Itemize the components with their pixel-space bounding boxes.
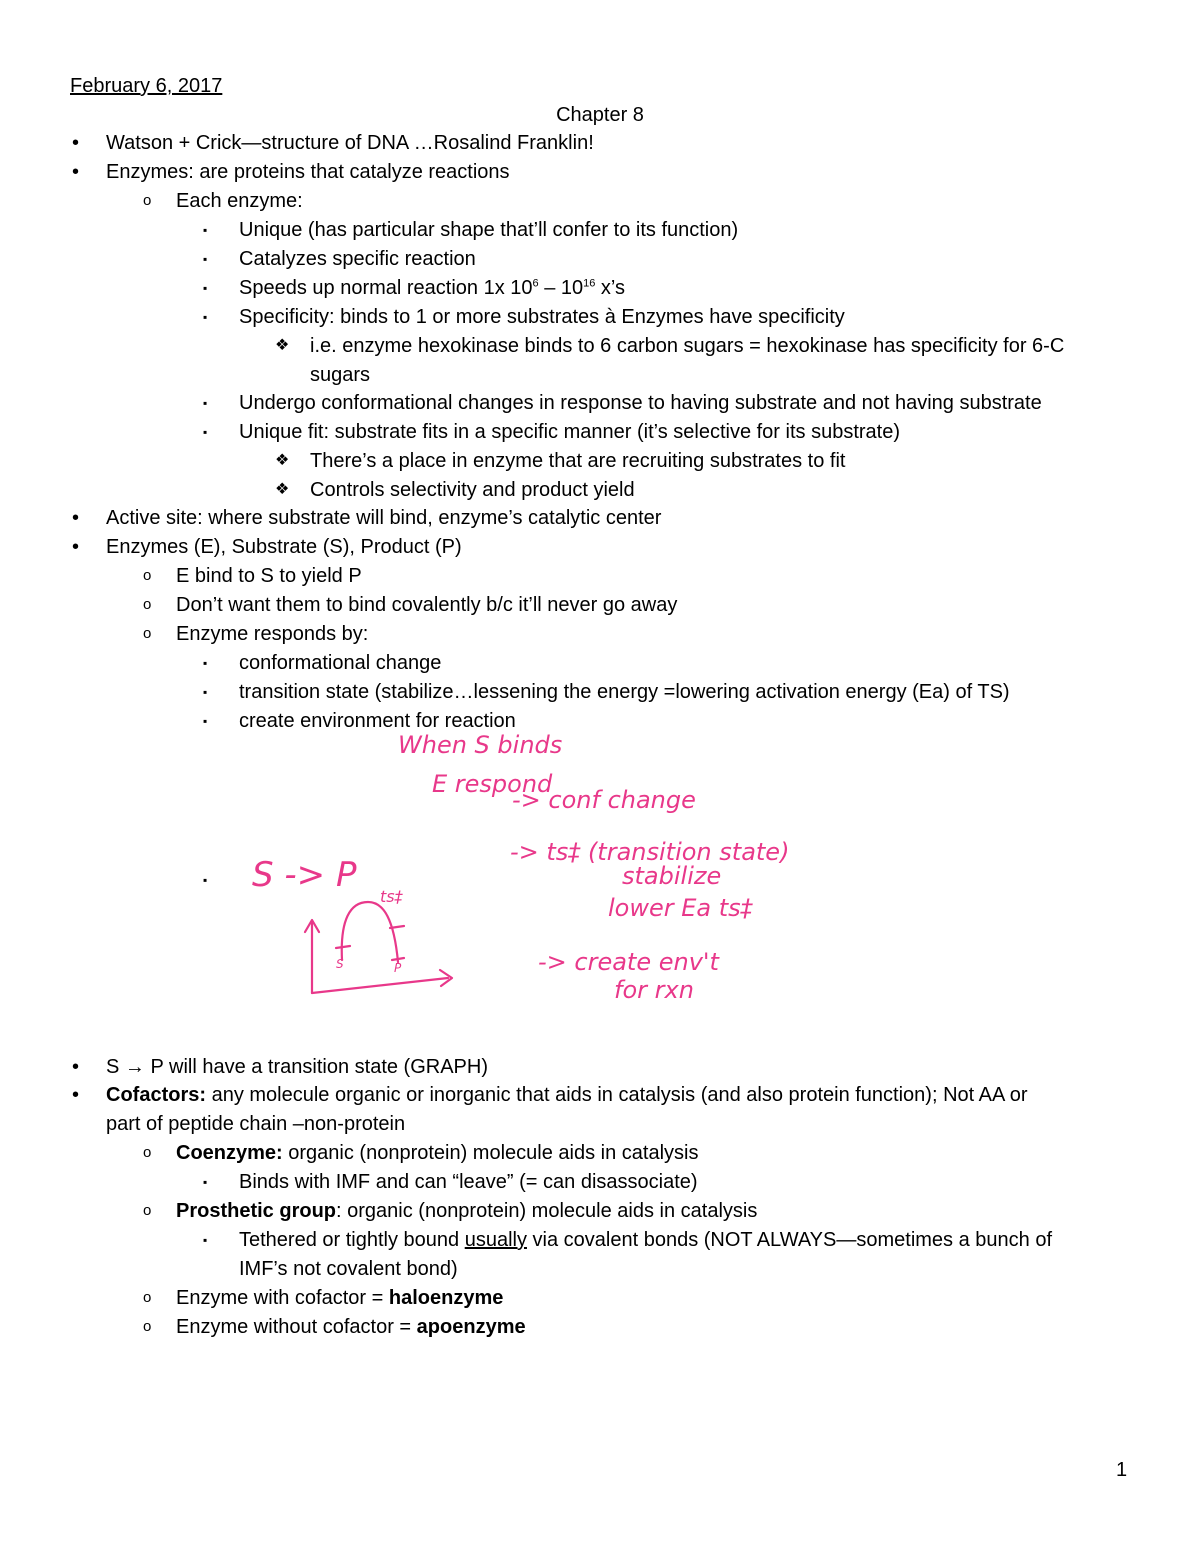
note-line: Prosthetic group: organic (nonprotein) molecule aids in catalysis: [176, 1200, 758, 1222]
hw-text: for rxn: [614, 976, 694, 1004]
bullet-square: ▪: [203, 1233, 208, 1247]
bullet-disc: •: [72, 161, 80, 183]
note-line: conformational change: [239, 652, 442, 674]
note-line: sugars: [310, 364, 371, 386]
bullet-square: ▪: [203, 281, 208, 295]
chapter-title: Chapter 8: [556, 104, 644, 126]
hw-text: S: [336, 957, 344, 971]
bullet-disc: •: [72, 1084, 80, 1106]
bullet-square: ▪: [203, 685, 208, 699]
note-line: Coenzyme: organic (nonprotein) molecule aids in catalysis: [176, 1142, 699, 1164]
note-line: Watson + Crick—structure of DNA …Rosalind Franklin!: [106, 132, 594, 154]
note-line: Specificity: binds to 1 or more substrates à Enzymes have specificity: [239, 306, 845, 328]
note-line: Each enzyme:: [176, 190, 303, 212]
note-line: Controls selectivity and product yield: [310, 479, 635, 501]
hw-text: -> create env't: [538, 948, 719, 976]
note-line: Cofactors: any molecule organic or inorganic that aids in catalysis (and also protein function); Not AA or: [106, 1084, 1028, 1106]
bullet-square: ▪: [203, 873, 208, 887]
note-line: Unique (has particular shape that’ll confer to its function): [239, 219, 739, 241]
bullet-circle: o: [143, 192, 152, 209]
bullet-square: ▪: [203, 425, 208, 439]
bullet-diamond: ❖: [275, 452, 290, 469]
bullet-diamond: ❖: [275, 481, 290, 498]
hw-text: E respond: [432, 770, 553, 798]
bullet-circle: o: [143, 567, 152, 584]
graph-tick-p: [392, 958, 404, 960]
note-line: S → P will have a transition state (GRAPH): [106, 1056, 489, 1078]
bullet-circle: o: [143, 596, 152, 613]
note-line: Enzyme without cofactor = apoenzyme: [176, 1316, 526, 1338]
bullet-circle: o: [143, 1318, 152, 1335]
note-line: IMF’s not covalent bond): [239, 1258, 458, 1280]
page-number: 1: [1116, 1459, 1128, 1481]
graph-curve: [342, 902, 398, 962]
note-line: E bind to S to yield P: [176, 565, 362, 587]
note-line: Catalyzes specific reaction: [239, 248, 476, 270]
bullet-disc: •: [72, 132, 80, 154]
note-line: Tethered or tightly bound usually via covalent bonds (NOT ALWAYS—sometimes a bunch of: [239, 1229, 1053, 1251]
bullet-square: ▪: [203, 1175, 208, 1189]
bullet-square: ▪: [203, 714, 208, 728]
bullet-square: ▪: [203, 310, 208, 324]
date-heading: February 6, 2017: [70, 75, 223, 97]
note-line: Enzymes (E), Substrate (S), Product (P): [106, 536, 462, 558]
bullet-circle: o: [143, 1202, 152, 1219]
note-line: part of peptide chain –non-protein: [106, 1113, 406, 1135]
note-line: Enzymes: are proteins that catalyze reactions: [106, 161, 510, 183]
hw-text: -> ts‡ (transition state): [510, 838, 790, 866]
note-line: Binds with IMF and can “leave” (= can disassociate): [239, 1171, 698, 1193]
bullet-disc: •: [72, 507, 80, 529]
bullet-disc: •: [72, 1056, 80, 1078]
note-line: Unique fit: substrate fits in a specific manner (it’s selective for its substrate): [239, 421, 901, 443]
bullet-square: ▪: [203, 656, 208, 670]
graph-x-axis: [312, 978, 448, 993]
bullet-square: ▪: [203, 396, 208, 410]
note-line: There’s a place in enzyme that are recruiting substrates to fit: [310, 450, 846, 472]
note-line-exponent: Speeds up normal reaction 1x $10^6 - 10^{16}$ x’s: [239, 277, 626, 299]
hw-text: lower Ea ts‡: [608, 894, 753, 922]
graph-tick-s: [336, 946, 350, 948]
bullet-circle: o: [143, 1289, 152, 1306]
bullet-square: ▪: [203, 252, 208, 266]
note-line: Enzyme responds by:: [176, 623, 369, 645]
hw-text: S -> P: [252, 855, 357, 895]
note-line: Enzyme with cofactor = haloenzyme: [176, 1287, 504, 1309]
hw-text: ts‡: [380, 887, 403, 906]
note-line: i.e. enzyme hexokinase binds to 6 carbon sugars = hexokinase has specificity for 6-C: [310, 335, 1065, 357]
note-line: Active site: where substrate will bind, enzyme’s catalytic center: [106, 507, 662, 529]
hw-text: -> conf change: [512, 786, 696, 814]
bullet-square: ▪: [203, 223, 208, 237]
bullet-disc: •: [72, 536, 80, 558]
hw-text: P: [394, 961, 402, 975]
hw-text: stabilize: [622, 862, 722, 890]
hw-text: When S binds: [398, 731, 563, 759]
note-line: Undergo conformational changes in response to having substrate and not having substrate: [239, 392, 1042, 414]
note-line: create environment for reaction: [239, 710, 516, 732]
note-line: Don’t want them to bind covalently b/c it’ll never go away: [176, 594, 678, 616]
bullet-circle: o: [143, 1144, 152, 1161]
bullet-diamond: ❖: [275, 337, 290, 354]
bullet-circle: o: [143, 625, 152, 642]
note-line: transition state (stabilize…lessening the energy =lowering activation energy (Ea) of TS): [239, 681, 1010, 703]
